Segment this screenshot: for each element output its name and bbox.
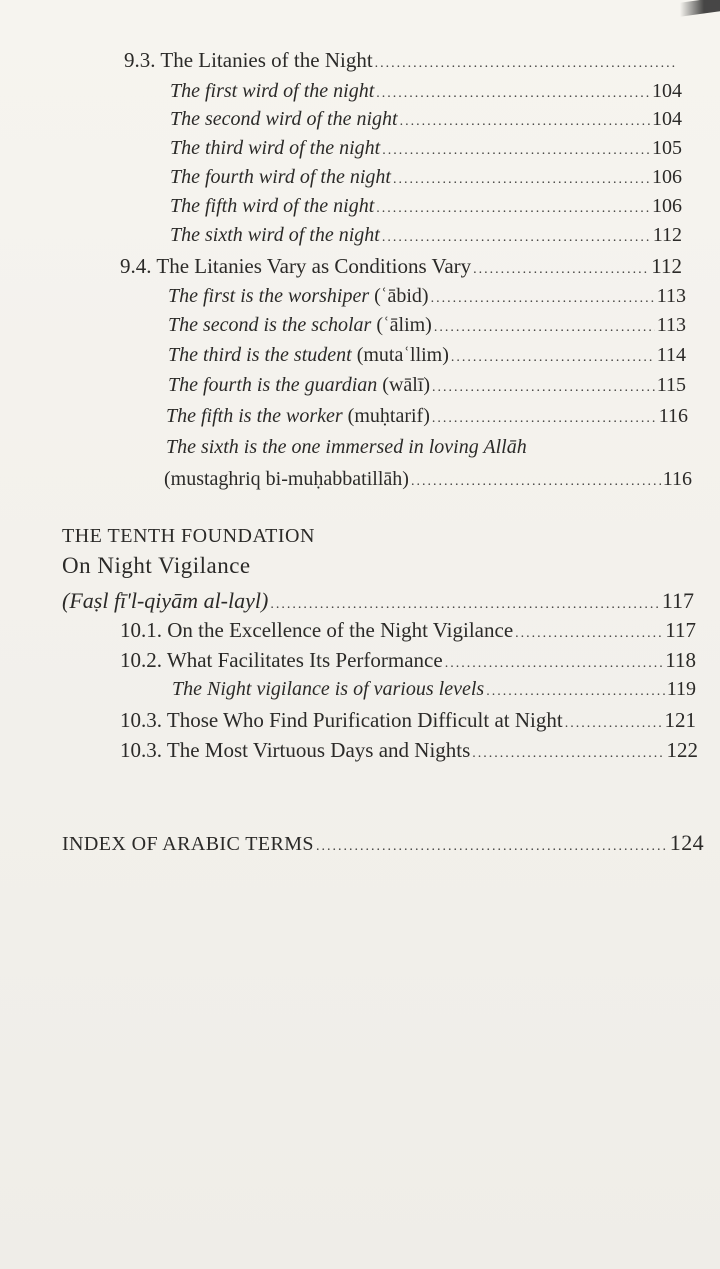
toc-subentry-page: 116 [662,468,692,490]
toc-subentry-label: The first wird of the night [170,80,375,102]
toc-entry-arabic-title [62,588,694,614]
leader-dots [376,201,650,217]
toc-subentry-page: 119 [666,678,696,700]
leader-dots [486,684,665,700]
leader-dots [382,230,651,246]
toc-entry-10-1 [120,618,696,643]
toc-subentry-label: The third is the student [168,344,352,366]
leader-dots [472,746,664,762]
leader-dots [451,350,655,366]
toc-subentry-arabic: (wālī) [377,374,431,396]
toc-entry-page: 121 [664,708,696,732]
toc-subentry-label: The fourth is the guardian [168,374,378,396]
leader-dots [382,143,650,159]
leader-dots [565,716,663,732]
toc-subentry-page: 112 [652,224,682,246]
leader-dots [393,172,650,188]
toc-entry-label: 10.1. On the Excellence of the Night Vigilance [120,618,514,642]
toc-subentry-arabic: (muḥtarif) [342,405,430,427]
toc-subentry-page: 116 [658,405,688,427]
toc-subentry-page: 115 [656,374,686,396]
leader-dots [400,114,650,130]
foundation-title: On Night Vigilance [62,553,251,578]
leader-dots [432,380,655,396]
toc-subentry-page: 113 [656,314,686,336]
toc-subentry-page: 104 [652,80,682,102]
toc-entry-label: 10.2. What Facilitates Its Performance [120,648,443,672]
toc-entry-page: 124 [669,830,704,855]
toc-subentry-page: 113 [656,285,686,307]
toc-entry-label: 10.3. The Most Virtuous Days and Nights [120,738,471,762]
toc-subentry-label: The sixth is the one immersed in loving Allāh [166,436,527,458]
toc-subentry-arabic: (ʿālim) [371,314,432,336]
toc-subentry-label: The third wird of the night [170,137,381,159]
leader-dots [375,56,678,72]
toc-subentry [170,224,682,247]
toc-entry-label: 10.3. Those Who Find Purification Difficult at Night [120,708,563,732]
toc-subentry [170,166,682,189]
toc-entry-10-2 [120,648,696,673]
toc-subentry [168,285,686,308]
toc-entry-page: 122 [666,738,698,762]
toc-subentry [166,436,690,459]
toc-subentry [172,678,696,701]
toc-subentry-page: 114 [656,344,686,366]
toc-entry-10-3 [120,708,696,733]
toc-subentry [170,137,682,160]
leader-dots [473,262,649,278]
toc-subentry-label: The fifth is the worker [166,405,343,427]
toc-subentry [170,195,682,218]
toc-entry-9-3 [124,48,680,73]
leader-dots [316,839,668,855]
foundation-label: THE TENTH FOUNDATION [62,525,315,547]
toc-entry-label: 9.4. The Litanies Vary as Conditions Vary [120,254,472,278]
toc-subentry-arabic: (mutaʿllim) [351,344,449,366]
toc-entry-page: 117 [661,588,694,613]
toc-subentry [170,80,682,103]
toc-subentry-continued [164,468,692,491]
toc-subentry-label: The first is the worshiper [168,285,370,307]
leader-dots [434,320,655,336]
toc-entry-9-4 [120,254,682,279]
toc-subentry [170,108,682,131]
toc-entry-label: INDEX OF ARABIC TERMS [62,833,314,855]
leader-dots [432,411,657,427]
leader-dots [445,656,664,672]
toc-entry-label: (Faṣl fī'l-qiyām al-layl) [62,588,269,613]
toc-subentry [168,374,686,397]
toc-entry-page: 117 [665,618,696,642]
toc-subentry-label: (mustaghriq bi-muḥabbatillāh) [164,468,409,490]
toc-entry-page: 112 [651,254,682,278]
leader-dots [270,597,659,613]
toc-subentry [168,314,686,337]
toc-subentry-page: 105 [652,137,682,159]
toc-entry-page: 118 [665,648,696,672]
toc-subentry-page: 104 [652,108,682,130]
toc-entry-label: 9.3. The Litanies of the Night [124,48,373,72]
toc-subentry [166,405,688,428]
toc-subentry-arabic: (ʿābid) [369,285,429,307]
leader-dots [376,86,650,102]
leader-dots [411,474,661,490]
toc-subentry-label: The second is the scholar [168,314,372,336]
leader-dots [515,626,663,642]
toc-subentry-page: 106 [652,195,682,217]
toc-subentry-label: The second wird of the night [170,108,398,130]
leader-dots [431,291,655,307]
toc-entry-10-3b [120,738,698,763]
toc-subentry-label: The sixth wird of the night [170,224,380,246]
toc-subentry-page: 106 [652,166,682,188]
toc-subentry-label: The fifth wird of the night [170,195,375,217]
toc-subentry-label: The Night vigilance is of various levels [172,678,485,700]
toc-entry-index [62,830,704,856]
toc-subentry [168,344,686,367]
toc-subentry-label: The fourth wird of the night [170,166,391,188]
